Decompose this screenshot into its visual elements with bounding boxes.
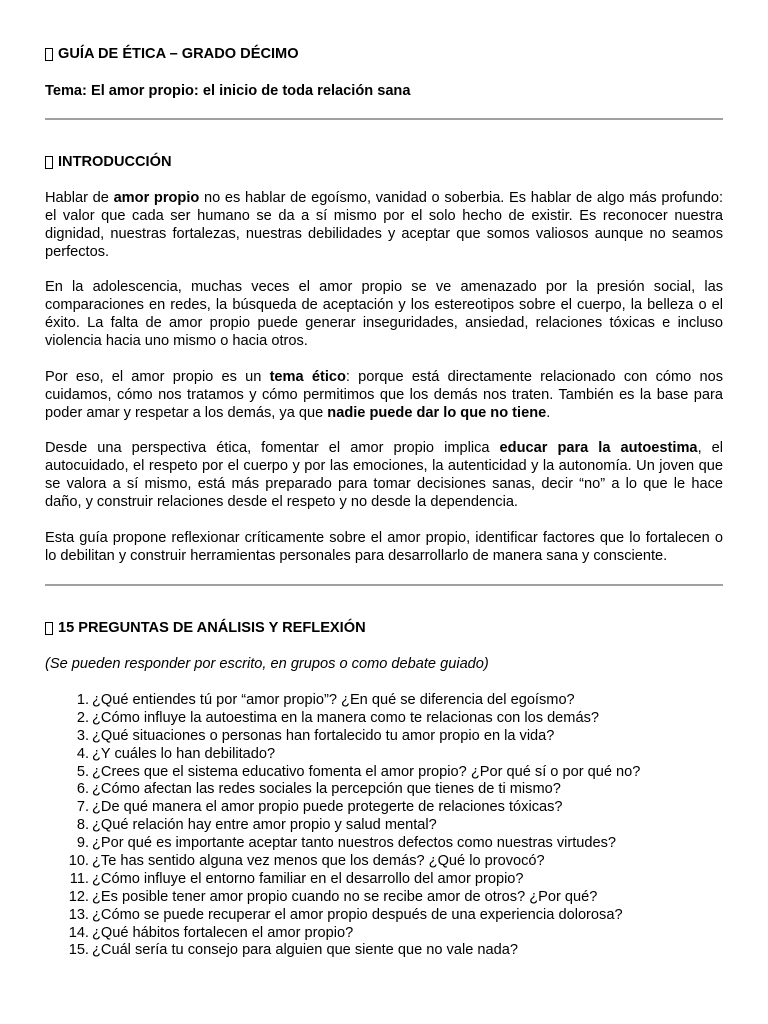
questions-list	[45, 692, 723, 960]
intro-paragraph-5	[45, 530, 723, 566]
question-text: ¿Cómo se puede recuperar el amor propio después de una experiencia dolorosa?	[92, 906, 623, 923]
question-item	[45, 746, 723, 764]
question-text: ¿De qué manera el amor propio puede protegerte de relaciones tóxicas?	[92, 799, 563, 816]
text-run: Desde una perspectiva ética, fomentar el amor propio implica	[45, 440, 500, 456]
intro-heading	[45, 154, 723, 172]
bold-run: educar para la autoestima	[499, 440, 698, 456]
preguntas-heading-text: 15 PREGUNTAS DE ANÁLISIS Y REFLEXIÓN	[58, 620, 366, 636]
text-run: no es hablar de egoísmo, vanidad o soberbia. Es hablar de algo más profundo: el valor que cada ser humano se da a sí mismo por el solo hecho de existir. Es reconocer nuestra dignidad, nuestras fortalezas, nuestras debilidades y aceptar que somos valiosos aunque no seamos perfectos.	[45, 190, 724, 260]
text-run: Por eso, el amor propio es un	[45, 369, 270, 385]
question-number: 1.	[76, 692, 89, 708]
tema-line: Tema: El amor propio: el inicio de toda relación sana	[45, 83, 411, 99]
missing-glyph-icon	[45, 622, 53, 635]
intro-paragraph-4	[45, 440, 723, 512]
question-text: ¿Qué relación hay entre amor propio y salud mental?	[92, 817, 437, 834]
question-text: ¿Qué situaciones o personas han fortalecido tu amor propio en la vida?	[92, 727, 555, 744]
intro-paragraph-1	[45, 190, 723, 262]
question-item	[45, 871, 723, 889]
bold-run: nadie puede dar lo que no tiene	[327, 404, 547, 421]
question-number: 10.	[68, 853, 89, 870]
text-run: Esta guía propone reflexionar críticamente sobre el amor propio, identificar factores que lo fortalecen o lo debilitan y construir herramientas personales para desarrollarlo de manera sana y consciente.	[45, 530, 723, 564]
text-run: : porque está directamente relacionado con cómo nos cuidamos, cómo nos tratamos y cómo permitimos que los demás nos traten. También es la base para poder amar y respetar a los demás, ya que	[45, 369, 723, 421]
preguntas-heading	[45, 620, 723, 638]
question-number: 8.	[76, 817, 89, 834]
question-text: ¿Por qué es importante aceptar tanto nuestros defectos como nuestras virtudes?	[92, 835, 617, 852]
question-text: ¿Qué entiendes tú por “amor propio”? ¿En qué se diferencia del egoísmo?	[92, 692, 575, 708]
text-run: .	[546, 404, 551, 421]
question-item	[45, 889, 723, 907]
text-run: Hablar de	[45, 190, 114, 206]
question-number: 4.	[76, 745, 89, 762]
question-item	[45, 835, 723, 853]
question-number: 14.	[68, 924, 89, 941]
question-text: ¿Es posible tener amor propio cuando no se recibe amor de otros? ¿Por qué?	[92, 888, 598, 905]
question-number: 3.	[76, 727, 89, 744]
document-title-text: GUÍA DE ÉTICA – GRADO DÉCIMO	[58, 46, 299, 62]
question-number: 13.	[68, 906, 89, 923]
question-number: 2.	[76, 709, 89, 726]
missing-glyph-icon	[45, 156, 53, 169]
question-item	[45, 799, 723, 817]
question-text: ¿Cómo influye el entorno familiar en el desarrollo del amor propio?	[92, 870, 524, 887]
bold-run: amor propio	[113, 190, 200, 206]
question-number: 11.	[69, 870, 89, 887]
bold-run: tema ético	[269, 369, 346, 385]
intro-paragraph-2	[45, 279, 723, 351]
missing-glyph-icon	[45, 48, 53, 61]
divider-2	[45, 584, 723, 586]
question-text: ¿Cómo influye la autoestima en la manera como te relacionas con los demás?	[92, 709, 599, 726]
question-text: ¿Qué hábitos fortalecen el amor propio?	[92, 924, 354, 941]
question-number: 5.	[76, 763, 89, 780]
preguntas-note: (Se pueden responder por escrito, en grupos o como debate guiado)	[45, 656, 489, 672]
question-text: ¿Cuál sería tu consejo para alguien que siente que no vale nada?	[92, 942, 518, 959]
question-number: 12.	[68, 888, 89, 905]
question-number: 7.	[76, 799, 89, 816]
intro-paragraph-3	[45, 369, 723, 423]
question-item	[45, 853, 723, 871]
question-number: 9.	[76, 835, 89, 852]
question-text: ¿Te has sentido alguna vez menos que los demás? ¿Qué lo provocó?	[92, 853, 545, 870]
question-item	[45, 817, 723, 835]
question-number: 15.	[68, 942, 89, 959]
document-title	[45, 46, 723, 64]
question-item	[45, 907, 723, 925]
divider-1	[45, 118, 723, 120]
question-text: ¿Crees que el sistema educativo fomenta el amor propio? ¿Por qué sí o por qué no?	[92, 763, 641, 780]
question-item	[45, 781, 723, 799]
intro-heading-text: INTRODUCCIÓN	[58, 154, 172, 170]
text-run: En la adolescencia, muchas veces el amor propio se ve amenazado por la presión social, las comparaciones en redes, la búsqueda de aceptación y los estereotipos sobre el cuerpo, la belleza o el éxito. La falta de amor propio puede generar inseguridades, ansiedad, relaciones tóxicas e incluso violencia hacia uno mismo o hacia otros.	[45, 279, 723, 349]
question-item	[45, 942, 723, 960]
question-item	[45, 710, 723, 728]
question-number: 6.	[76, 781, 89, 798]
question-item	[45, 925, 723, 943]
question-text: ¿Y cuáles lo han debilitado?	[92, 745, 276, 762]
question-text: ¿Cómo afectan las redes sociales la percepción que tienes de ti mismo?	[92, 781, 561, 798]
question-item	[45, 764, 723, 782]
question-item	[45, 728, 723, 746]
text-run: , el autocuidado, el respeto por el cuerpo y por las emociones, la autenticidad y la autonomía. Un joven que se valora a sí mismo, está más preparado para tomar decisiones sanas, decir “no” a lo que le hace daño, y construir relaciones desde el respeto y no desde la dependencia.	[45, 440, 724, 510]
question-item	[45, 692, 723, 710]
